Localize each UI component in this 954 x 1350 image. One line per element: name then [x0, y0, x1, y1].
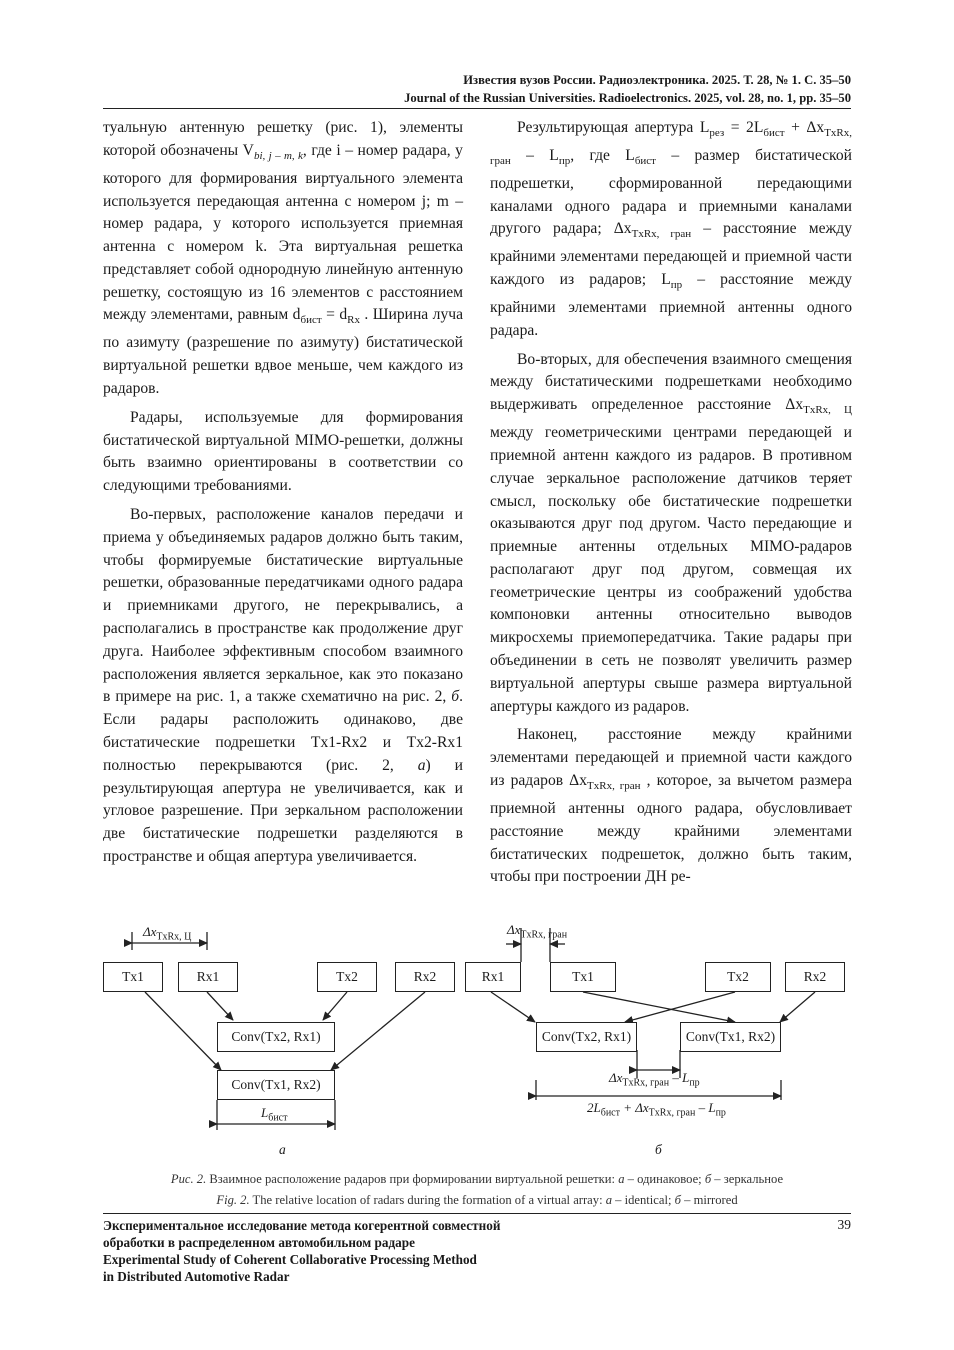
- journal-header: [404, 71, 851, 107]
- box-a-rx2: Rx2: [395, 962, 455, 992]
- footer-title-en-1: Experimental Study of Coherent Collaborative Processing Method: [103, 1252, 477, 1267]
- dim-b-mid-label: $\Delta x_{TxRx, гран} - L_{пр}$: [609, 1070, 700, 1089]
- paragraph: Радары, используемые для формирования бистатической виртуальной MIMO-решетки, должны быть взаимно ориентированы в соответствии со следующими требованиями.: [103, 408, 463, 495]
- right-column: [490, 117, 852, 889]
- footer-rule: [103, 1213, 851, 1214]
- footer-title-en-2: in Distributed Automotive Radar: [103, 1269, 290, 1284]
- figure-caption-ru: Рис. 2. Взаимное расположение радаров при формировании виртуальной решетки: а – одинаковое; б – зеркальное: [170, 1172, 784, 1186]
- paragraph: туальную антенную решетку (рис. 1), элементы которой обозначены $V_{bi, j - m, k}$, где i – номер радара, у которого для формирования виртуального элемента используется передающая антенна с номером j; m – номер радара, у которого используется приемная антенна с номером k. Эта виртуальная решетка представляет собой однородную линейную антенную решетку, состоящую из 16 элементов с расстоянием между элементами, равным $d_{бист} = d_{Rx}$ . Ширина луча по азимуту (разрешение по азимуту) бистатической виртуальной решетки вдвое меньше, чем каждого из радаров.: [103, 119, 464, 397]
- box-b-conv-tx2-rx1: Conv(Tx2, Rx1): [536, 1022, 637, 1052]
- box-a-tx1: Tx1: [103, 962, 163, 992]
- journal-header-en: Journal of the Russian Universities. Radioelectronics. 2025, vol. 28, no. 1, pp. 35–50: [404, 91, 851, 105]
- journal-header-ru: Известия вузов России. Радиоэлектроника. 2025. Т. 28, № 1. С. 35–50: [463, 73, 851, 87]
- article-title-footer: [103, 1217, 500, 1285]
- box-b-rx1: Rx1: [465, 962, 521, 992]
- box-a-tx2: Tx2: [317, 962, 377, 992]
- header-rule: [103, 108, 851, 109]
- dim-a-top-label: $\Delta x_{TxRx, Ц}$: [143, 924, 192, 943]
- subfigure-label-b: б: [655, 1142, 662, 1157]
- box-b-conv-tx1-rx2: Conv(Tx1, Rx2): [680, 1022, 781, 1052]
- paragraph: Результирующая апертура $L_{рез} = 2L_{бист} + \Delta x_{TxRx, гран} - L_{пр}$, где $L_{бист}$ – размер бистатической подрешетки, сформированной передающими каналами одного радара и приемными каналами другого радара; $\Delta x_{TxRx, гран}$ – расстояние между крайними элементами передающей и приемной части каждого из радаров; $L_{пр}$ – расстояние между крайними элементами приемной антенны одного радара.: [490, 119, 853, 339]
- figure-caption-en: Fig. 2. The relative location of radars during the formation of a virtual array: а – identical; б – mirrored: [216, 1193, 738, 1207]
- box-b-tx2: Tx2: [705, 962, 771, 992]
- dim-a-bottom-label: $L_{бист}$: [261, 1105, 288, 1124]
- box-a-conv-tx2-rx1: Conv(Tx2, Rx1): [217, 1022, 335, 1052]
- paragraph: Во-вторых, для обеспечения взаимного смещения между бистатическими подрешетками необходимо выдерживать определенное расстояние $\Delta x_{TxRx, Ц}$ между геометрическими центрами передающей и приемной антенн каждого из радаров. В противном случае зеркальное расположение датчиков теряет смысл, поскольку обе бистатические подрешетки оказываются друг под другом. Часто передающие и приемные антенны отдельных MIMO-радаров располагают друг под другом, совмещая их геометрические центры из соображений удобства компоновки антенны относительно выводов микросхемы приемопередатчика. Такие радары при объединении в сеть не позволят увеличить размер виртуальной апертуры свыше размера виртуальной апертуры каждого из радаров.: [490, 350, 852, 715]
- box-a-conv-tx1-rx2: Conv(Tx1, Rx2): [217, 1070, 335, 1100]
- page-number: 39: [837, 1217, 851, 1232]
- box-b-rx2: Rx2: [785, 962, 845, 992]
- box-a-rx1: Rx1: [178, 962, 238, 992]
- paragraph: Во-первых, расположение каналов передачи и приема у объединяемых радаров должно быть таким, чтобы формируемые бистатические виртуальные решетки, образованные передатчиками одного радара и приемниками другого, не перекрывались, а располагались в пространстве как продолжение друг друга. Наиболее эффективным способом взаимного расположения является зеркальное, как это показано в примере на рис. 1, а также схематично на рис. 2, б. Если радары расположить одинаково, две бистатические подрешетки Tx1-Rx2 и Tx2-Rx1 полностью перекрываются (рис. 2, а) и результирующая апертура не увеличивается, как и угловое разрешение. При зеркальном расположении две бистатические подрешетки разделяются в пространстве и общая апертура увеличивается.: [103, 505, 463, 865]
- paragraph: Наконец, расстояние между крайними элементами передающей и приемной части каждого из радаров $\Delta x_{TxRx, гран}$ , которое, за вычетом размера приемной антенны одного радара, обусловливает расстояние между крайними элементами бистатических подрешеток, должно быть таким, чтобы при построении ДН ре-: [490, 726, 852, 886]
- subfigure-label-a: а: [279, 1142, 286, 1157]
- left-column: [103, 117, 463, 869]
- dim-b-bottom-label: $2L_{бист} + \Delta x_{TxRx, гран} - L_{пр}$: [587, 1100, 726, 1119]
- figure-2: [95, 920, 855, 1165]
- dim-b-top-label: $\Delta x_{TxRx, гран}$: [507, 922, 568, 941]
- footer-title-ru-1: Экспериментальное исследование метода когерентной совместной: [103, 1218, 501, 1233]
- footer-title-ru-2: обработки в распределенном автомобильном радаре: [103, 1235, 415, 1250]
- box-b-tx1: Tx1: [550, 962, 616, 992]
